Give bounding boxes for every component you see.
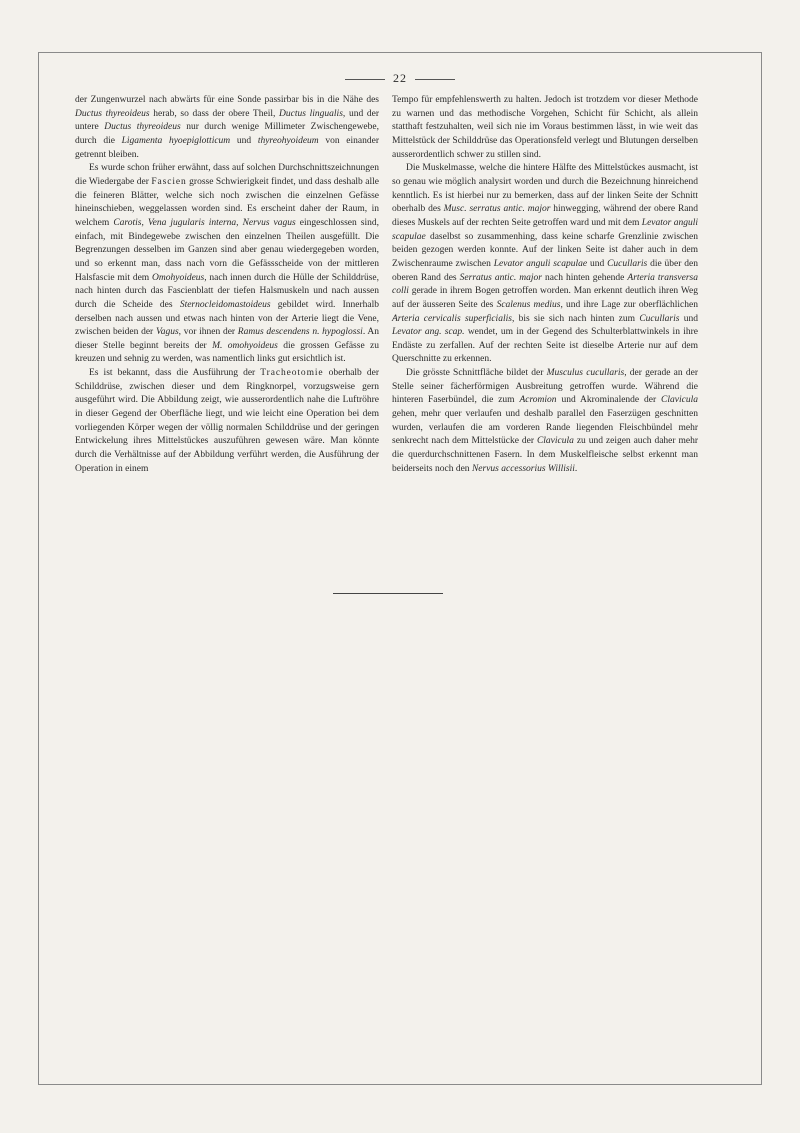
italic-term: Ramus descendens n. hypoglossi	[237, 327, 363, 338]
text-run: daselbst so zusammenhing, dass keine scharfe Grenzlinie zwischen beiden gezogen werden konnte. Auf der linken Seite ist daher auch in dem Zwischenraume zwischen	[392, 231, 698, 269]
spaced-term: Tracheotomie	[260, 368, 324, 379]
italic-term: Levator anguli scapulae	[493, 258, 588, 269]
text-run: und	[587, 258, 608, 269]
italic-term: Arteria cervicalis superficialis	[392, 313, 512, 324]
text-run: zu und zeigen auch daher mehr die querdurchschnittenen Fasern. In dem Muskelfleische selbst erkennt man beiderseits noch den	[392, 436, 698, 474]
paragraph	[75, 367, 379, 476]
paragraph	[392, 94, 698, 162]
text-run: und	[679, 313, 699, 324]
text-run: gerade in ihrem Bogen getroffen worden. Man erkennt deutlich ihren Weg auf der äusseren Seite des	[392, 286, 698, 310]
text-run: von einander getrennt bleiben.	[75, 135, 380, 160]
italic-term: Acromion	[519, 395, 557, 406]
italic-term: thyreohyoideum	[257, 135, 319, 146]
text-run: . An dieser Stelle beginnt bereits der	[75, 327, 380, 351]
text-run: gebildet wird. Innerhalb derselben nach aussen und etwas nach hinten von der Arterie liegt die Vene, zwischen beiden der	[75, 299, 379, 338]
italic-term: Serratus antic. major	[459, 272, 542, 283]
text-run: Die Muskelmasse, welche die hintere Hälfte des Mittelstückes ausmacht, ist so genau wie möglich analysirt worden und durch die Bezeichnung hinreichend kenntlich. Es ist hierbei nur zu bemerken, dass auf der linken Seite der Schnitt oberhalb des	[392, 163, 698, 215]
text-run: nach hinten gehende	[541, 272, 628, 283]
text-run: die über den oberen Rand des	[392, 258, 698, 283]
page-number: 22	[393, 71, 407, 85]
paragraph	[392, 367, 698, 476]
header-rule-left	[345, 79, 385, 80]
text-run: hinwegging, während der obere Rand dieses Muskels auf der rechten Seite getroffen ward und mit dem	[392, 204, 698, 228]
text-run: , und der untere	[75, 108, 379, 133]
header-rule-right	[415, 79, 455, 80]
italic-term: Ligamenta hyoepiglotticum	[121, 135, 231, 146]
text-run: grosse Schwierigkeit findet, und dass deshalb alle die feineren Blätter, welche sich noch zwischen die einzelnen Gefässe hineinschieben, weggelassen worden sind. Es erscheint daher der Raum, in welchem	[75, 176, 379, 228]
text-run: eingeschlossen sind, einfach, mit Bindegewebe zwischen den einzelnen Theilen ausgefüllt. Die Begrenzungen desselben im Ganzen sind aber genau wiedergegeben worden, und so erkennt man, dass nach vorn die Gefässscheide von der mittleren Halsfascie mit dem	[75, 217, 379, 283]
italic-term: Arteria transversa colli	[392, 272, 699, 297]
text-run: wendet, um in der Gegend des Schulterblattwinkels in ihre Endäste zu zerfallen. Auf der rechten Seite ist dieselbe Arterie nur auf dem Querschnitte zu erkennen.	[392, 327, 698, 365]
italic-term: Ductus lingualis	[279, 108, 343, 119]
italic-term: Cucullaris	[639, 313, 680, 324]
italic-term: Ductus thyreoideus	[104, 122, 181, 133]
text-run: und	[230, 135, 258, 146]
paragraph	[75, 94, 379, 162]
spaced-term: Fascien	[151, 176, 187, 187]
paragraph	[392, 162, 698, 367]
italic-term: Levator anguli scapulae	[392, 217, 698, 242]
text-run: , der gerade an der Stelle seiner fächerförmigen Ausbreitung getroffen wurde. Während die hinteren Faserbündel, die zum	[392, 368, 698, 406]
text-run: , und ihre Lage zur oberflächlichen	[560, 299, 698, 310]
italic-term: Nervus accessorius Willisii	[471, 463, 575, 474]
text-run: Es wurde schon früher erwähnt, dass auf solchen Durchschnittszeichnungen die Wiedergabe der	[75, 163, 379, 187]
text-run: und Akrominalende der	[556, 395, 662, 406]
italic-term: Clavicula	[661, 395, 698, 406]
right-text-column	[392, 94, 698, 476]
italic-term: Musc. serratus antic. major	[443, 204, 551, 215]
italic-term: Sternocleidomastoideus	[179, 299, 271, 310]
italic-term: Vagus	[155, 327, 179, 338]
text-run: .	[574, 463, 578, 474]
italic-term: M. omohyoideus	[212, 340, 278, 351]
text-run: Es ist bekannt, dass die Ausführung der	[89, 368, 261, 379]
text-run: die grossen Gefässe zu kreuzen und sehnig zu werden, was namentlich links gut ersichtlich ist.	[75, 340, 379, 365]
section-end-rule	[333, 593, 443, 594]
italic-term: Scalenus medius	[496, 299, 561, 310]
text-run: , vor ihnen der	[178, 327, 238, 338]
italic-term: Carotis, Vena jugularis interna, Nervus vagus	[113, 217, 296, 228]
italic-term: Omohyoideus	[152, 272, 205, 283]
text-run: gehen, mehr quer verlaufen und deshalb parallel den Faserzügen geschnitten wurden, verlaufen die am vorderen Rande liegenden Fleischbündel mehr senkrecht nach dem Mittelstücke der	[392, 409, 698, 447]
text-run: Die grösste Schnittfläche bildet der	[406, 368, 547, 379]
text-run: , nach innen durch die Hülle der Schilddrüse, nach hinten durch das Fascienblatt der tiefen Halsmuskeln und nach aussen durch die Scheide des	[75, 272, 379, 310]
text-run: Tempo für empfehlenswerth zu halten. Jedoch ist trotzdem vor dieser Methode zu warnen und das methodische Vorgehen, Schicht für Schicht, als allein statthaft festzuhalten, weil sich nie im Voraus bestimmen lässt, in wie weit das Mittelstück der Schilddrüse das Operationsfeld verlegt und Blutungen derselben ausserordentlich schwer zu stillen sind.	[392, 95, 698, 160]
text-run: , bis sie sich nach hinten zum	[511, 313, 640, 324]
italic-term: Clavicula	[536, 436, 574, 447]
italic-term: Levator ang. scap.	[392, 327, 465, 338]
text-run: oberhalb der Schilddrüse, zwischen dieser und dem Ringknorpel, vorzugsweise gern ausgeführt wird. Die Abbildung zeigt, wie ausserordentlich nahe die Luftröhre in dieser Gegend der Oberfläche liegt, und wie leicht eine Operation bei dem vorliegenden Körper wegen der völlig normalen Schilddrüse und der geringen Entwickelung ihres Mittelstückes auszuführen gewesen wäre. Man könnte durch die Verhältnisse auf der Abbildung verführt werden, die Ausführung der Operation in einem	[75, 368, 379, 474]
left-text-column	[75, 94, 379, 476]
text-run: der Zungenwurzel nach abwärts für eine Sonde passirbar bis in die Nähe des	[75, 95, 379, 105]
italic-term: Musculus cucullaris	[546, 368, 625, 379]
paragraph	[75, 162, 379, 367]
italic-term: Cucullaris	[607, 258, 648, 269]
text-run: nur durch wenige Millimeter Zwischengewebe, durch die	[75, 122, 379, 146]
italic-term: Ductus thyreoideus	[75, 108, 150, 119]
text-run: herab, so dass der obere Theil,	[149, 108, 280, 119]
page-number-header	[0, 71, 800, 86]
